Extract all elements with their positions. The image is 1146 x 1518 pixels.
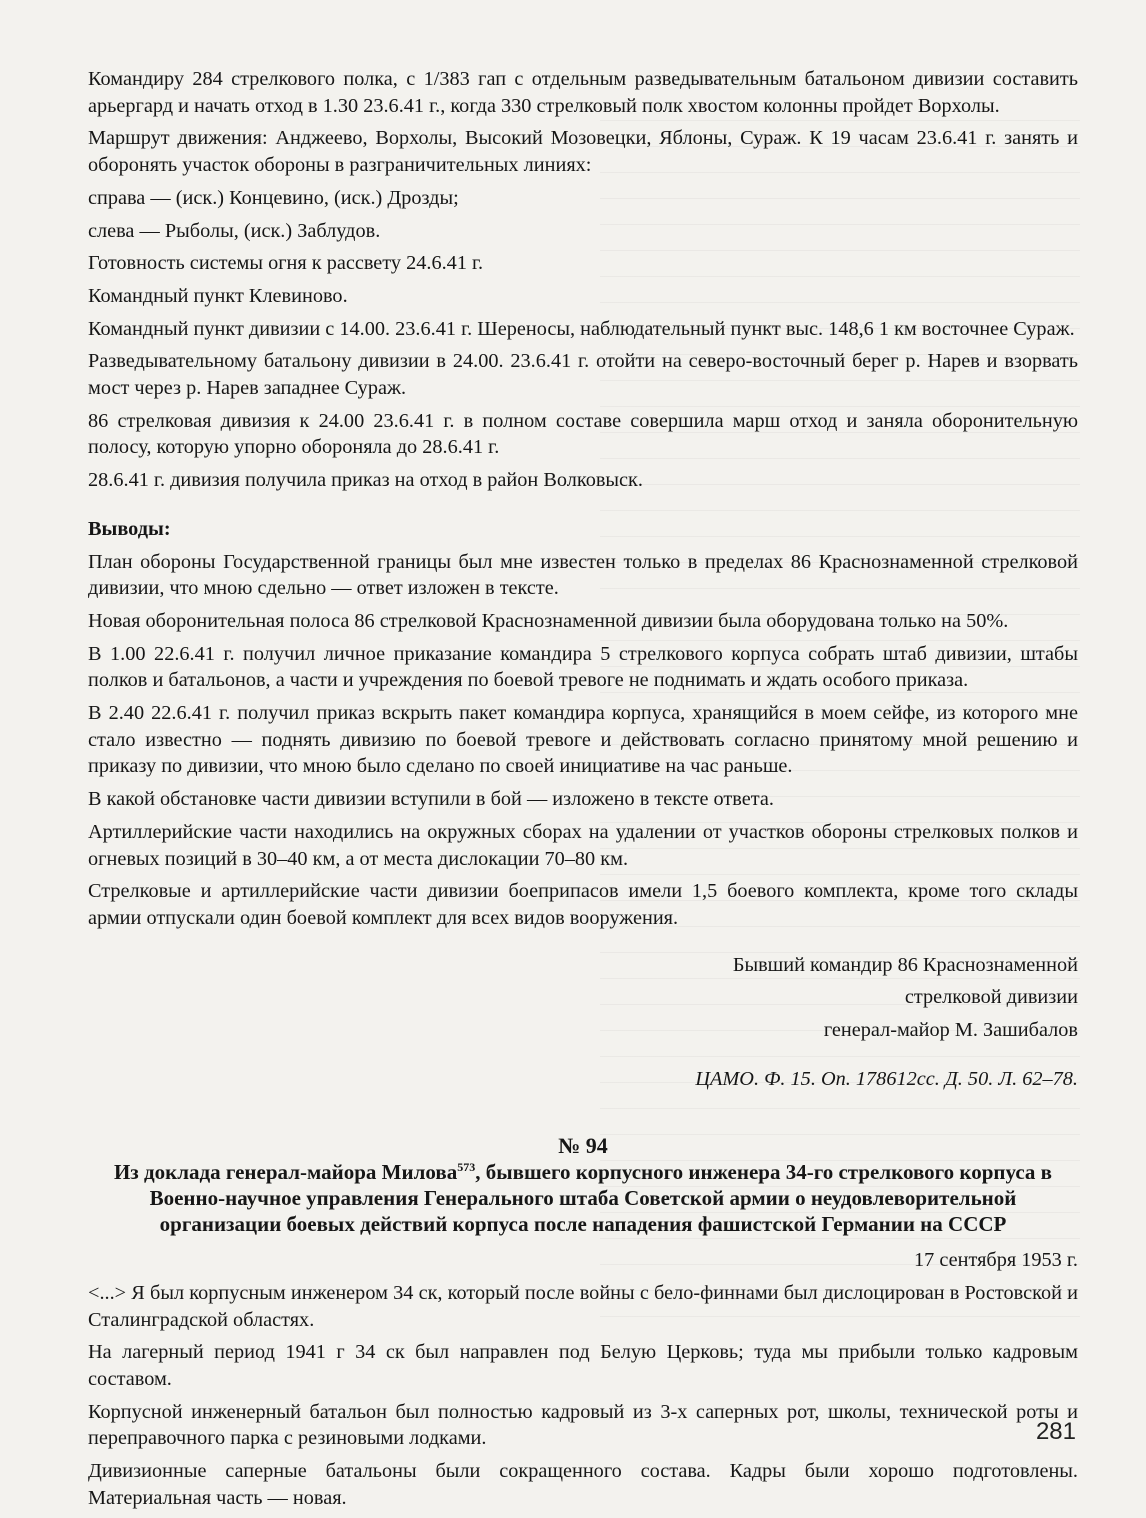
paragraph: Корпусной инженерный батальон был полностью кадровый из 3-х саперных рот, школы, технической роты и переправочного парка с резиновыми лодками. bbox=[88, 1400, 1078, 1450]
paragraph: слева — Рыболы, (иск.) Заблудов. bbox=[88, 219, 381, 242]
paragraph: Дивизионные саперные батальоны были сокращенного состава. Кадры были хорошо подготовлены. Материальная часть — новая. bbox=[88, 1460, 1078, 1509]
paragraph: В какой обстановке части дивизии вступили в бой — изложено в тексте ответа. bbox=[88, 788, 774, 811]
page-number: 281 bbox=[1035, 1418, 1076, 1445]
document-title bbox=[88, 1159, 1078, 1237]
paragraph: 28.6.41 г. дивизия получила приказ на отход в район Волковыск. bbox=[88, 469, 643, 492]
signature-line: генерал-майор М. Зашибалов bbox=[823, 1019, 1078, 1042]
title-part: , бывшего корпусного инженера 34-го стрелкового корпуса в Военно-научное управления Генерального штаба Советской армии о неудовлеворительной организации боевых действий корпуса после нападения фашистской Германии на СССР bbox=[149, 1160, 1053, 1237]
paragraph: Командный пункт Клевиново. bbox=[88, 284, 348, 307]
footnote-ref: 573 bbox=[457, 1160, 476, 1175]
paragraph: Новая оборонительная полоса 86 стрелковой Краснознаменной дивизии была оборудована только на 50%. bbox=[88, 609, 1009, 632]
document-date: 17 сентября 1953 г. bbox=[914, 1249, 1078, 1272]
paragraph: Готовность системы огня к рассвету 24.6.41 г. bbox=[88, 252, 484, 275]
paragraph: Стрелковые и артиллерийские части дивизии боеприпасов имели 1,5 боевого комплекта, кроме того склады армии отпускали один боевой комплект для всех видов вооружения. bbox=[88, 880, 1078, 929]
paragraph: План обороны Государственной границы был мне известен только в пределах 86 Краснознаменной стрелковой дивизии, что мною сдельно — ответ изложен в тексте. bbox=[88, 550, 1078, 600]
paragraph: Разведывательному батальону дивизии в 24.00. 23.6.41 г. отойти на северо-восточный берег р. Нарев и взорвать мост через р. Нарев западнее Сураж. bbox=[88, 350, 1078, 400]
main-text bbox=[88, 66, 1078, 1518]
paragraph: Маршрут движения: Анджеево, Ворхолы, Высокий Мозовецки, Яблоны, Сураж. К 19 часам 23.6.41 г. занять и оборонять участок обороны в разграничительных линиях: bbox=[88, 127, 1078, 177]
paragraph: 86 стрелковая дивизия к 24.00 23.6.41 г. в полном составе совершила марш отход и заняла оборонительную полосу, которую упорно обороняла до 28.6.41 г. bbox=[88, 409, 1078, 459]
paragraph: Командный пункт дивизии с 14.00. 23.6.41 г. Шереносы, наблюдательный пункт выс. 148,6 1 км восточнее Сураж. bbox=[88, 317, 1075, 340]
signature-line: Бывший командир 86 Краснознаменной bbox=[732, 953, 1078, 976]
document-number: № 94 bbox=[558, 1132, 608, 1158]
paragraph: справа — (иск.) Концевино, (иск.) Дрозды; bbox=[88, 186, 459, 209]
paragraph: <...> Я был корпусным инженером 34 ск, который после войны с бело-финнами был дислоцирован в Ростовской и Сталинградской областях. bbox=[88, 1281, 1078, 1331]
conclusions-heading: Выводы: bbox=[88, 517, 171, 540]
paragraph: Командиру 284 стрелкового полка, с 1/383 гап с отдельным разведывательным батальоном дивизии составить арьергард и начать отход в 1.30 23.6.41 г., когда 330 стрелковый полк хвостом колонны пройдет Ворхолы. bbox=[88, 68, 1078, 117]
signature-block bbox=[88, 952, 1078, 1044]
archive-reference: ЦАМО. Ф. 15. Оп. 178612сс. Д. 50. Л. 62–78. bbox=[695, 1067, 1078, 1090]
signature-line: стрелковой дивизии bbox=[904, 986, 1078, 1009]
paragraph: В 1.00 22.6.41 г. получил личное приказание командира 5 стрелкового корпуса собрать штаб дивизии, штабы полков и батальонов, а части и учреждения по боевой тревоге не поднимать и ждать особого приказа. bbox=[88, 642, 1078, 692]
paragraph: Артиллерийские части находились на окружных сборах на удалении от участков обороны стрелковых полков и огневых позиций в 30–40 км, а от места дислокации 70–80 км. bbox=[88, 820, 1078, 870]
paragraph: В 2.40 22.6.41 г. получил приказ вскрыть пакет командира корпуса, хранящийся в моем сейфе, из которого мне стало известно — поднять дивизию по боевой тревоге и действовать согласно принятому мной решению и приказу по дивизии, что мною было сделано по своей инициативе на час раньше. bbox=[88, 702, 1078, 778]
paragraph: На лагерный период 1941 г 34 ск был направлен под Белую Церковь; туда мы прибыли только кадровым составом. bbox=[88, 1341, 1078, 1391]
title-part: Из доклада генерал-майора Милова bbox=[113, 1160, 458, 1185]
